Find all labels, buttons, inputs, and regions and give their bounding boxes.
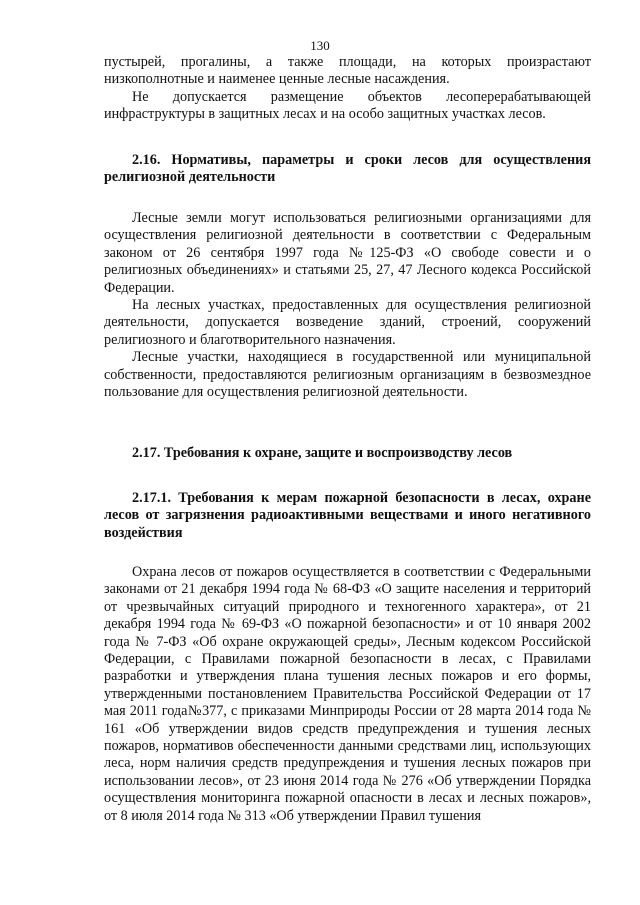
section-2-17-heading: 2.17. Требования к охране, защите и воспроизводству лесов bbox=[132, 445, 513, 461]
section-2-16-heading: 2.16. Нормативы, параметры и сроки лесов для осуществления религиозной деятельности bbox=[104, 152, 591, 186]
section-2-17-1-heading: 2.17.1. Требования к мерам пожарной безопасности в лесах, охране лесов от загрязнения радиоактивными веществами и иного негативного воздействия bbox=[104, 490, 591, 541]
section-2-16-paragraph: Лесные земли могут использоваться религиозными организациями для осуществления религиозной деятельности в соответствии с Федеральным законом от 26 сентября 1997 года №125-ФЗ «О свободе совести и о религиозных объединениях» и статьями 25, 27, 47 Лесного кодекса Российской Федерации. bbox=[104, 210, 591, 296]
section-2-16-body bbox=[104, 210, 591, 401]
intro-paragraph-continued: пустырей, прогалины, а также площади, на которых произрастают низкополнотные и наименее ценные лесные насаждения. bbox=[104, 54, 591, 88]
section-2-16-paragraph: На лесных участках, предоставленных для осуществления религиозной деятельности, допускается возведение зданий, строений, сооружений религиозного и благотворительного назначения. bbox=[104, 297, 591, 348]
section-2-16-paragraph: Лесные участки, находящиеся в государственной или муниципальной собственности, предоставляются религиозным организациям в безвозмездное пользование для осуществления религиозной деятельности. bbox=[104, 349, 591, 401]
section-2-17-1-paragraph: Охрана лесов от пожаров осуществляется в соответствии с Федеральными законами от 21 декабря 1994 года № 68-ФЗ «О защите населения и территорий от чрезвычайных ситуаций природного и техногенного характера», от 21 декабря 1994 года № 69-ФЗ «О пожарной безопасности» и от 10 января 2002 года № 7-ФЗ «Об охране окружающей среды», Лесным кодексом Российской Федерации, с Правилами пожарной безопасности в лесах, с Правилами разработки и утверждения плана тушения лесных пожаров и его формы, утвержденными постановлением Правительства Российской Федерации от 17 мая 2011 года№377, с приказами Минприроды России от 28 марта 2014 года № 161 «Об утверждении видов средств предупреждения и тушения лесных пожаров, нормативов обеспеченности данными средствами лиц, использующих леса, норм наличия средств предупреждения и тушения лесных пожаров при использовании лесов», от 23 июня 2014 года № 276 «Об утверждении Порядка осуществления мониторинга пожарной опасности в лесах и лесных пожаров», от 8 июля 2014 года № 313 «Об утверждении Правил тушения bbox=[104, 564, 591, 824]
section-2-17-1-body bbox=[104, 564, 591, 825]
intro-block bbox=[104, 54, 591, 124]
page-number: 130 bbox=[310, 38, 330, 53]
intro-paragraph: Не допускается размещение объектов лесоперерабатывающей инфраструктуры в защитных лесах и на особо защитных участках лесов. bbox=[104, 88, 591, 123]
